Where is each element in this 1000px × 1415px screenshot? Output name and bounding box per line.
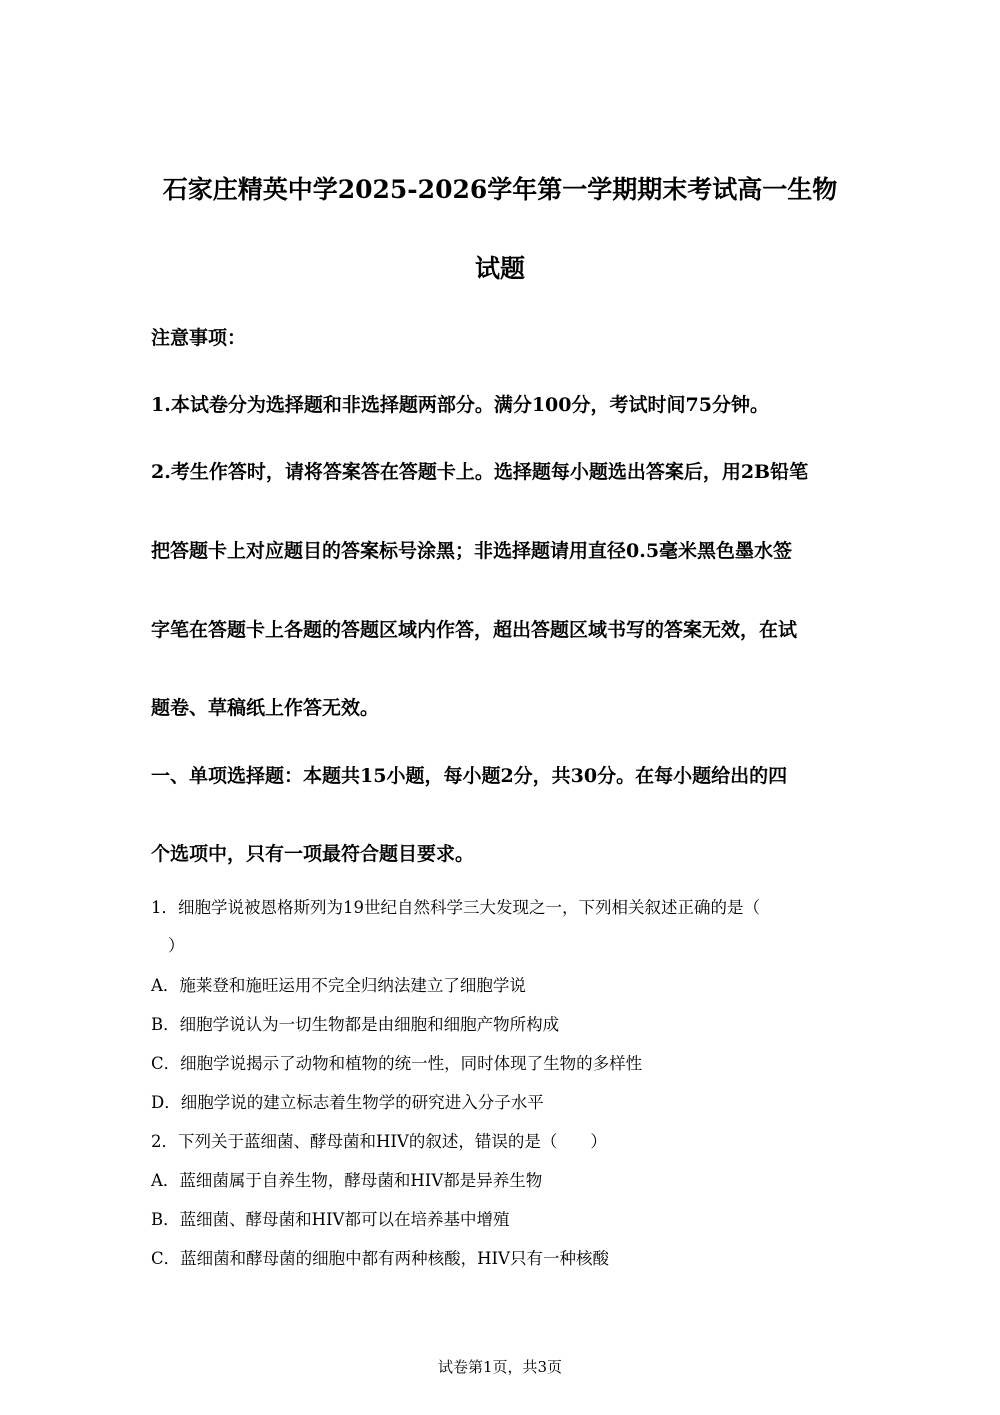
notice-item-2-line3: 字笔在答题卡上各题的答题区域内作答，超出答题区域书写的答案无效，在试 bbox=[151, 619, 798, 641]
question-1-option-c: C．细胞学说揭示了动物和植物的统一性，同时体现了生物的多样性 bbox=[151, 1054, 643, 1073]
exam-title-line2: 试题 bbox=[474, 254, 525, 283]
page-footer: 试卷第1页，共3页 bbox=[437, 1358, 563, 1376]
notice-item-2-line2: 把答题卡上对应题目的答案标号涂黑；非选择题请用直径0.5毫米黑色墨水签 bbox=[151, 540, 793, 562]
question-1-stem-line2: ） bbox=[168, 936, 185, 955]
question-2-stem: 2．下列关于蓝细菌、酵母菌和HIV的叙述，错误的是（ ） bbox=[151, 1132, 607, 1151]
section-heading-line2: 个选项中，只有一项最符合题目要求。 bbox=[151, 843, 475, 865]
question-1-option-d: D．细胞学说的建立标志着生物学的研究进入分子水平 bbox=[151, 1093, 544, 1112]
question-1-stem-line1: 1．细胞学说被恩格斯列为19世纪自然科学三大发现之一，下列相关叙述正确的是（ bbox=[151, 898, 760, 917]
question-1-option-a: A．施莱登和施旺运用不完全归纳法建立了细胞学说 bbox=[151, 976, 526, 995]
notice-item-2-line1: 2.考生作答时，请将答案答在答题卡上。选择题每小题选出答案后，用2B铅笔 bbox=[151, 461, 809, 483]
question-2-option-c: C．蓝细菌和酵母菌的细胞中都有两种核酸，HIV只有一种核酸 bbox=[151, 1249, 609, 1268]
notice-item-1: 1.本试卷分为选择题和非选择题两部分。满分100分，考试时间75分钟。 bbox=[151, 394, 769, 416]
question-1-option-b: B．细胞学说认为一切生物都是由细胞和细胞产物所构成 bbox=[151, 1015, 560, 1034]
exam-title-line1: 石家庄精英中学2025-2026学年第一学期期末考试高一生物 bbox=[162, 175, 838, 204]
section-heading-line1: 一、单项选择题：本题共15小题，每小题2分，共30分。在每小题给出的四 bbox=[151, 765, 788, 787]
question-2-option-a: A．蓝细菌属于自养生物，酵母菌和HIV都是异养生物 bbox=[151, 1171, 543, 1190]
notice-heading: 注意事项： bbox=[151, 327, 247, 349]
question-2-option-b: B．蓝细菌、酵母菌和HIV都可以在培养基中增殖 bbox=[151, 1210, 510, 1229]
notice-item-2-line4: 题卷、草稿纸上作答无效。 bbox=[151, 697, 380, 719]
